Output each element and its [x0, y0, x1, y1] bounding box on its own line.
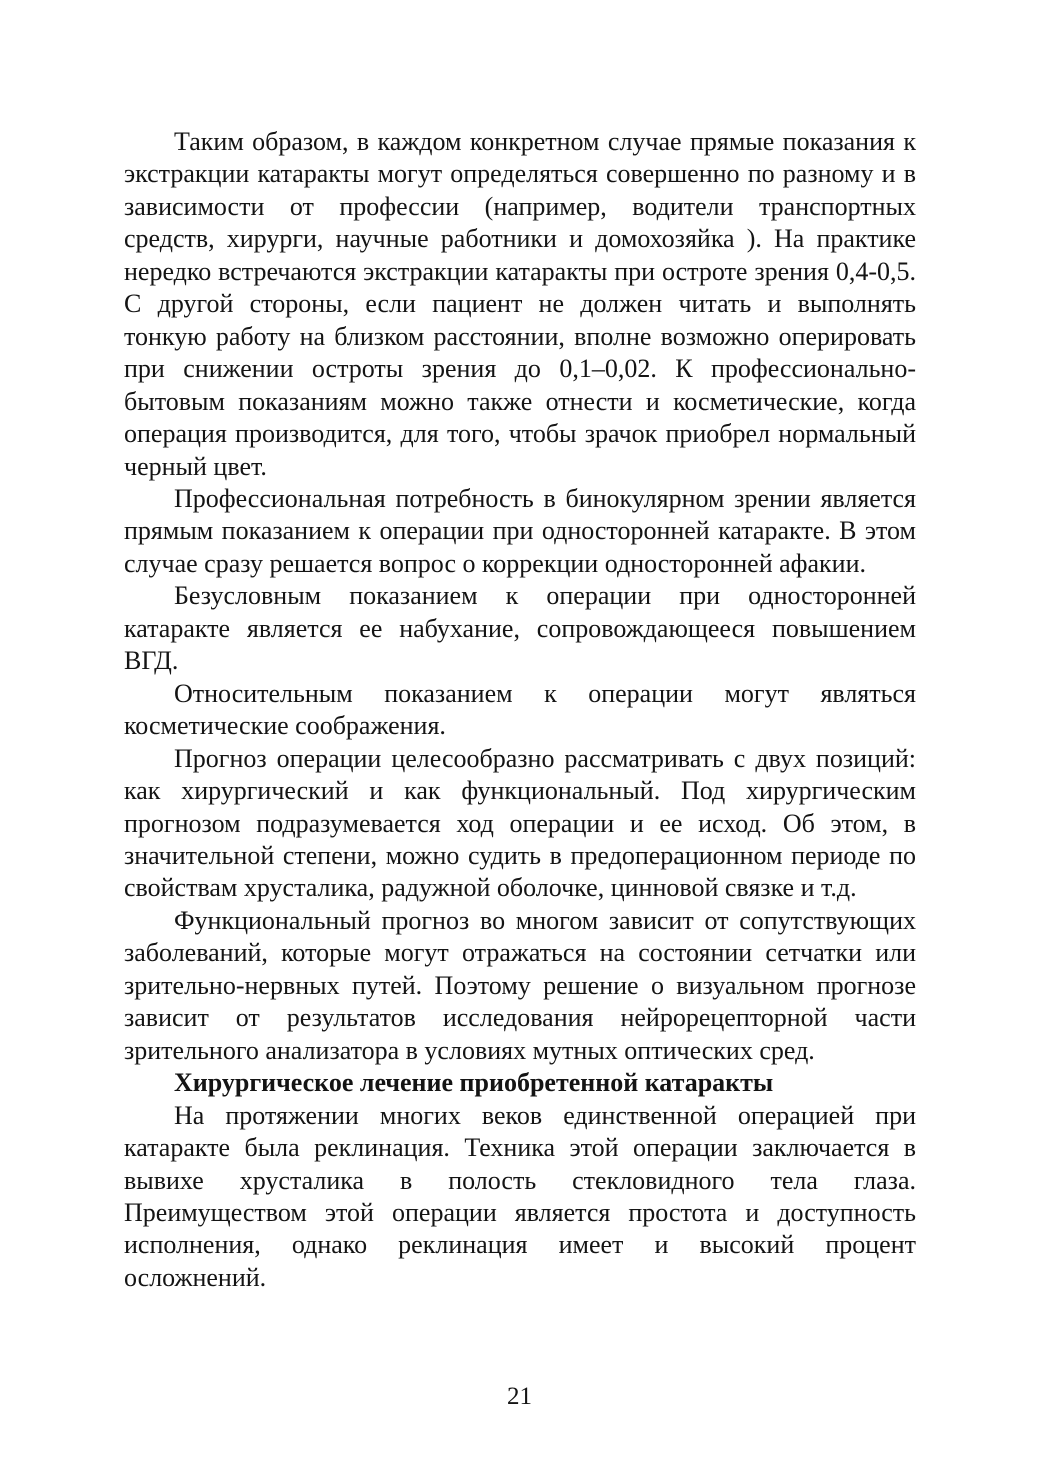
paragraph: Безусловным показанием к операции при односторонней катаракте является ее набухание, сопровождающееся повышением ВГД. [124, 581, 916, 676]
section-heading: Хирургическое лечение приобретенной катаракты [174, 1068, 774, 1098]
paragraph: Профессиональная потребность в бинокулярном зрении является прямым показанием к операции при односторонней катаракте. В этом случае сразу решается вопрос о коррекции односторонней афакии. [124, 483, 916, 578]
paragraph: Относительным показанием к операции могут являться косметические соображения. [124, 678, 916, 741]
paragraph: Прогноз операции целесообразно рассматривать с двух позиций: как хирургический и как функциональный. Под хирургическим прогнозом подразумевается ход операции и ее исход. Об этом, в значительной степени, можно судить в предоперационном периоде по свойствам хрусталика, радужной оболочке, цинновой связке и т.д. [124, 743, 916, 903]
page-number: 21 [507, 1383, 532, 1410]
paragraph: Таким образом, в каждом конкретном случае прямые показания к экстракции катаракты могут определяться совершенно по разному и в зависимости от профессии (например, водители транспортных средств, хирурги, научные работники и домохозяйка ). На практике нередко встречаются экстракции катаракты при остроте зрения 0,4-0,5. С другой стороны, если пациент не должен читать и выполнять тонкую работу на близком расстоянии, вполне возможно оперировать при снижении остроты зрения до 0,1–0,02. К профессионально-бытовым показаниям можно также отнести и косметические, когда операция производится, для того, чтобы зрачок приобрел нормальный черный цвет. [124, 127, 916, 481]
page-body [124, 126, 916, 1294]
paragraph: Функциональный прогноз во многом зависит от сопутствующих заболеваний, которые могут отражаться на состоянии сетчатки или зрительно-нервных путей. Поэтому решение о визуальном прогнозе зависит от результатов исследования нейрорецепторной части зрительного анализатора в условиях мутных оптических сред. [124, 905, 916, 1065]
paragraph: На протяжении многих веков единственной операцией при катаракте была реклинация. Техника этой операции заключается в вывихе хрусталика в полость стекловидного тела глаза. Преимуществом этой операции является простота и доступность исполнения, однако реклинация имеет и высокий процент осложнений. [124, 1100, 916, 1292]
